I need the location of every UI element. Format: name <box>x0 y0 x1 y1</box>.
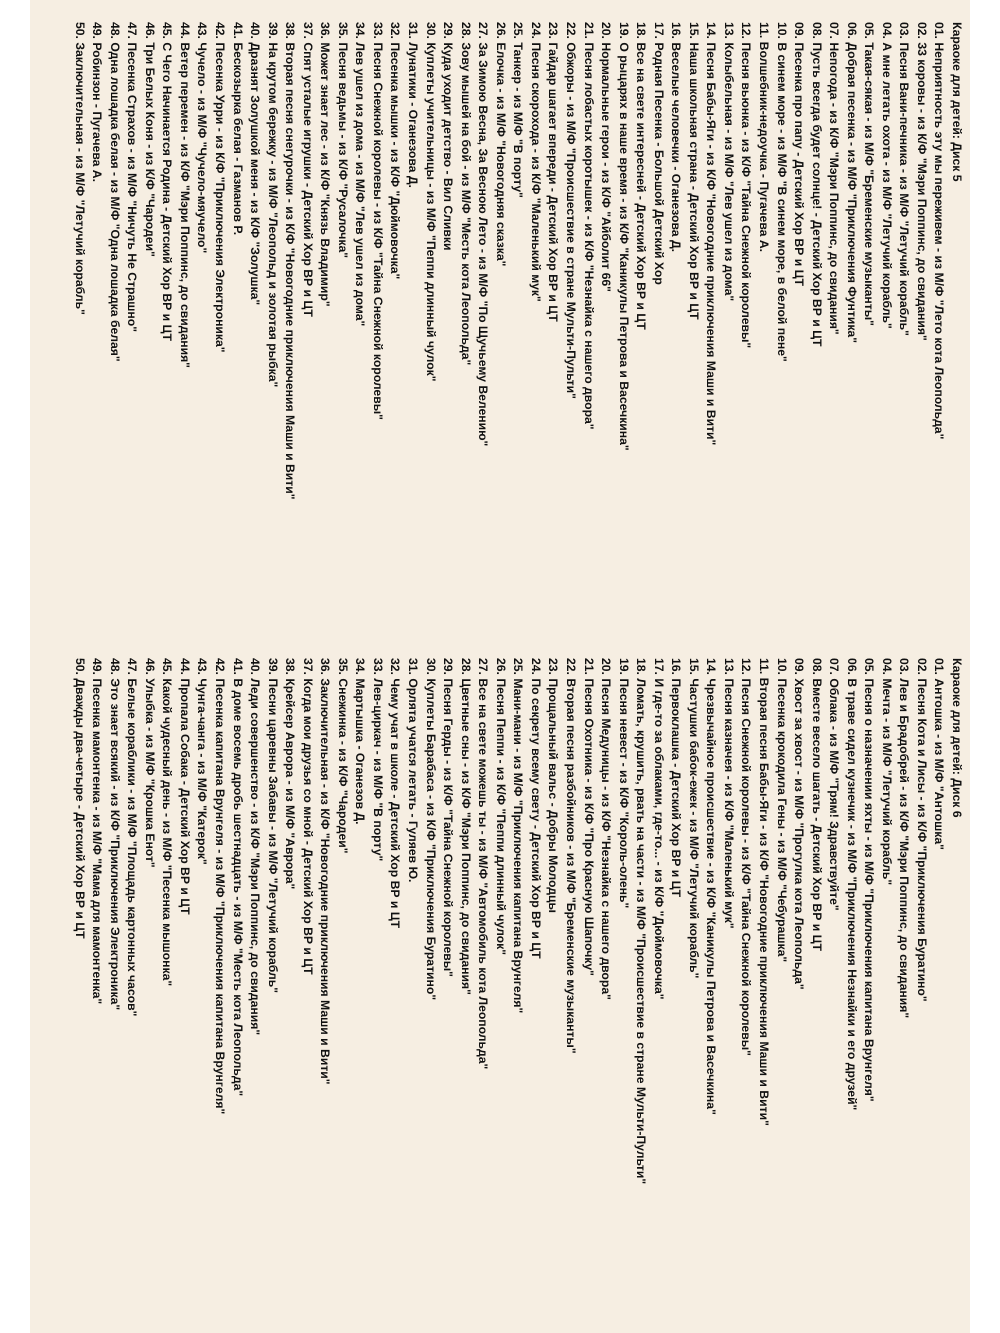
track-item: 27. За Зимою Весна, За Весною Лето - из М/Ф "По Щучьему Велению" <box>476 22 491 447</box>
track-item: 25. Танкер - из М/Ф "В порту" <box>511 22 526 198</box>
track-item: 42. Песенка капитана Врунгеля - из М/Ф "Приключения капитана Врунгеля" <box>213 658 228 1115</box>
track-item: 23. Прощальный вальс - Добры Молодцы <box>546 658 561 913</box>
track-item: 35. Песня ведьмы - из К/Ф "Русалочка" <box>335 22 350 259</box>
track-item: 05. Такая-сякая - из М/Ф "Бременские музыканты" <box>862 22 877 326</box>
track-item: 30. Куплеты Барабаса - из К/Ф "Приключения Буратино" <box>423 658 438 1001</box>
track-item: 04. А мне летать охота - из М/Ф "Летучий корабль" <box>879 22 894 329</box>
disc-5-tracks <box>70 22 947 500</box>
track-item: 48. Одна лошадка белая - из М/Ф "Одна лошадка белая" <box>107 22 122 362</box>
track-item: 20. Нормальные герои - из К/Ф "Айболит 66" <box>599 22 614 292</box>
track-item: 19. Песня невест - из К/Ф "Король-олень" <box>616 658 631 909</box>
track-item: 16. Веселые человечки - Оганезова Д. <box>669 22 684 253</box>
track-item: 40. Дразнят Золушкой меня - из К/Ф "Золушка" <box>248 22 263 306</box>
track-item: 48. Это знает всякий - из К/Ф "Приключения Электроника" <box>107 658 122 1011</box>
track-item: 04. Мечта - из М/Ф "Летучий корабль" <box>879 658 894 886</box>
track-item: 14. Песня Бабы-Яги - из К/Ф "Новогодние приключения Маши и Вити" <box>704 22 719 446</box>
track-item: 44. Ветер перемен - из К/Ф "Мэри Поппинс, до свидания" <box>177 22 192 368</box>
track-item: 28. Зову мышей на бой - из М/Ф "Месть кота Леопольда" <box>458 22 473 366</box>
track-item: 44. Пропала Собака - Детский Хор ВР и ЦТ <box>177 658 192 915</box>
track-item: 50. Заключительная - из М/Ф "Летучий корабль" <box>72 22 87 315</box>
track-item: 47. Белые кораблики - из М/Ф "Площадь картонных часов" <box>125 658 140 1017</box>
track-item: 05. Песня о назначении яхты - из М/Ф "Приключения капитана Врунгеля" <box>862 658 877 1102</box>
track-item: 37. Когда мои друзья со мной - Детский Хор ВР и ЦТ <box>300 658 315 975</box>
disc-5-title: Караоке для детей: Диск 5 <box>950 22 964 182</box>
track-item: 08. Пусть всегда будет солнце! - Детский Хор ВР и ЦТ <box>809 22 824 347</box>
track-item: 22. Вторая песня разбойников - из М/Ф "Бременские музыканты" <box>563 658 578 1054</box>
track-item: 15. Наша школьная страна - Детский Хор ВР и ЦТ <box>686 22 701 320</box>
track-item: 27. Все на свете можешь ты - из М/Ф "Автомобиль кота Леопольда" <box>476 658 491 1070</box>
track-item: 09. Хвост за хвост - из М/Ф "Прогулка кота Леопольда" <box>792 658 807 990</box>
track-item: 12. Песня вьюнка - из К/Ф "Тайна Снежной королевы" <box>739 22 754 349</box>
track-item: 42. Песенка Урри - из К/Ф "Приключения Электроника" <box>213 22 228 353</box>
track-item: 02. Песня Кота и Лисы - из К/Ф "Приключения Буратино" <box>914 658 929 1002</box>
track-item: 01. Антошка - из М/Ф "Антошка" <box>932 658 947 850</box>
track-item: 10. Песенка крокодила Гены - из М/Ф "Чебурашка" <box>774 658 789 963</box>
track-item: 41. В доме восемь дробь шестнадцать - из М/Ф "Месть кота Леопольда" <box>230 658 245 1097</box>
track-item: 03. Песня Вани-печника - из М/Ф "Летучий корабль" <box>897 22 912 336</box>
disc-5-tracklist <box>70 22 965 500</box>
track-item: 49. Песенка мамонтенка - из М/Ф "Мама для мамонтенка" <box>90 658 105 1005</box>
disc-6-tracks <box>70 658 947 1184</box>
track-item: 43. Чунга-чанга - из М/Ф "Катерок" <box>195 658 210 865</box>
disc-6-tracklist <box>70 658 965 1184</box>
track-item: 18. Все на свете интересней - Детский Хор ВР и ЦТ <box>634 22 649 330</box>
track-item: 24. Песня скорохода - из К/Ф "Маленький мук" <box>528 22 543 302</box>
track-item: 46. Улыбка - из М/Ф "Крошка Енот" <box>142 658 157 868</box>
track-item: 22. Обжоры - из М/Ф "Происшествие в стране Мульти-Пульти" <box>563 22 578 399</box>
track-item: 40. Леди совершенство - из К/Ф "Мэри Поппинс, до свидания" <box>248 658 263 1036</box>
track-item: 45. Какой чудесный день - из М/Ф "Песенка мышонка" <box>160 658 175 987</box>
track-item: 38. Вторая песня снегурочки - из К/Ф "Новогодние приключения Маши и Вити" <box>283 22 298 500</box>
track-item: 39. Песни царевны Забавы - из М/Ф "Летучий корабль" <box>265 658 280 994</box>
track-item: 17. И где-то за облаками, где-то... - из К/Ф "Дюймовочка" <box>651 658 666 1000</box>
track-item: 06. В траве сидел кузнечик - из М/Ф "Приключения Незнайки и его друзей" <box>844 658 859 1111</box>
track-item: 10. В синем море - из М/Ф "В синем море, в белой пене" <box>774 22 789 362</box>
track-item: 32. Чему учат в школе - Детский Хор ВР и ЦТ <box>388 658 403 929</box>
track-item: 31. Орлята учатся летать - Гуляев Ю. <box>406 658 421 883</box>
track-item: 02. 33 коровы - из К/Ф "Мэри Поппинс, до свидания" <box>914 22 929 341</box>
track-item: 21. Песня лобастых коротышек - из К/Ф "Незнайка с нашего двора" <box>581 22 596 430</box>
track-item: 09. Песенка про папу - Детский Хор ВР и ЦТ <box>792 22 807 286</box>
track-item: 46. Три Белых Коня - из К/Ф "Чародеи" <box>142 22 157 257</box>
track-item: 39. На крутом бережку - из М/Ф "Леопольд и золотая рыбка" <box>265 22 280 388</box>
track-item: 37. Спят усталые игрушки - Детский Хор ВР и ЦТ <box>300 22 315 317</box>
track-item: 21. Песня Охотника - из К/Ф "Про Красную Шапочку" <box>581 658 596 976</box>
track-item: 49. Робинзон - Пугачева А. <box>90 22 105 182</box>
track-item: 17. Родная Песенка - Большой Детский Хор <box>651 22 666 285</box>
track-item: 15. Частушки бабок-ежек - из М/Ф "Летучий корабль" <box>686 658 701 979</box>
track-item: 07. Облака - из М/Ф "Трям! Здравствуйте" <box>827 658 842 911</box>
track-item: 32. Песенка мышки - из К/Ф "Дюймовочка" <box>388 22 403 280</box>
track-item: 07. Непогода - из К/Ф "Мэри Поппинс, до свидания" <box>827 22 842 335</box>
track-item: 34. Мартышка - Оганезов Д. <box>353 658 368 825</box>
track-item: 31. Лунатики - Оганезова Д. <box>406 22 421 188</box>
track-item: 26. Песня Пеппи - из К/Ф "Пеппи длинный чулок" <box>493 658 508 955</box>
track-item: 29. Куда уходит детство - Вил Сливки <box>441 22 456 251</box>
track-item: 23. Гайдар шагает впереди - Детский Хор ВР и ЦТ <box>546 22 561 322</box>
track-item: 24. По секрету всему свету - Детский Хор ВР и ЦТ <box>528 658 543 959</box>
track-item: 33. Песня Снежной королевы - из К/Ф "Тайна Снежной королевы" <box>370 22 385 420</box>
track-item: 20. Песня Медуницы - из К/Ф "Незнайка с нашего двора" <box>599 658 614 1000</box>
track-item: 08. Вместе весело шагать - Детский Хор ВР и ЦТ <box>809 658 824 951</box>
album-sheet <box>30 0 970 1333</box>
track-item: 36. Может знает лес - из К/Ф "Князь Владимир" <box>318 22 333 307</box>
track-item: 34. Лев ушел из дома - из М/Ф "Лев ушел из дома" <box>353 22 368 327</box>
track-item: 50. Дважды два-четыре - Детский Хор ВР и ЦТ <box>72 658 87 939</box>
track-item: 45. С Чего Начинается Родина - Детский Хор ВР и ЦТ <box>160 22 175 341</box>
track-item: 28. Цветные сны - из К/Ф "Мэри Поппинс, до свидания" <box>458 658 473 995</box>
track-item: 29. Песня Герды - из К/Ф "Тайна Снежной королевы" <box>441 658 456 977</box>
track-item: 36. Заключительная - из К/Ф "Новогодние приключения Маши и Вити" <box>318 658 333 1085</box>
track-item: 14. Чрезвычайное происшествие - из К/Ф "Каникулы Петрова и Васечкина" <box>704 658 719 1115</box>
track-item: 13. Песня казначея - из К/Ф "Маленький мук" <box>721 658 736 929</box>
track-item: 25. Мани-мани - из М/Ф "Приключения капитана Врунгеля" <box>511 658 526 1014</box>
track-item: 06. Добрая песенка - из М/Ф "Приключения Фунтика" <box>844 22 859 343</box>
track-item: 47. Песенка Страхов - из М/Ф "Ничуть Не Страшно" <box>125 22 140 333</box>
track-item: 11. Волшебник-недоучка - Пугачева А. <box>756 22 771 253</box>
track-item: 43. Чучело - из М/Ф "Чучело-мяучело" <box>195 22 210 254</box>
track-item: 13. Колыбельная - из М/Ф "Лев ушел из дома" <box>721 22 736 302</box>
track-item: 33. Лев-циркач - из М/Ф "В порту" <box>370 658 385 862</box>
track-item: 16. Первоклашка - Детский Хор ВР и ЦТ <box>669 658 684 898</box>
track-item: 26. Елочка - из М/Ф "Новогодняя сказка" <box>493 22 508 267</box>
disc-6-title: Караоке для детей: Диск 6 <box>950 658 964 818</box>
track-item: 18. Ломать, крушить, рвать на части - из М/Ф "Происшествие в стране Мульти-Пульти" <box>634 658 649 1185</box>
track-item: 35. Снежинка - из К/Ф "Чародеи" <box>335 658 350 854</box>
track-item: 12. Песня Снежной королевы - из К/Ф "Тайна Снежной королевы" <box>739 658 754 1056</box>
track-item: 30. Куплеты учительницы - из М/Ф "Пеппи длинный чулок" <box>423 22 438 382</box>
track-item: 03. Лев и Брадобрей - из К/Ф "Мэри Поппинс, до свидания" <box>897 658 912 1019</box>
track-item: 41. Бескозырка белая - Газманов Р. <box>230 22 245 236</box>
track-item: 01. Неприятность эту мы переживем - из М/Ф "Лето кота Леопольда" <box>932 22 947 440</box>
track-item: 38. Крейсер Аврора - из М/Ф "Аврора" <box>283 658 298 890</box>
track-item: 19. О рыцарях в наше время - из К/Ф "Каникулы Петрова и Васечкина" <box>616 22 631 451</box>
track-item: 11. Вторая песня Бабы-Яги - из К/Ф "Новогодние приключения Маши и Вити" <box>756 658 771 1126</box>
rotated-content <box>30 0 970 1333</box>
